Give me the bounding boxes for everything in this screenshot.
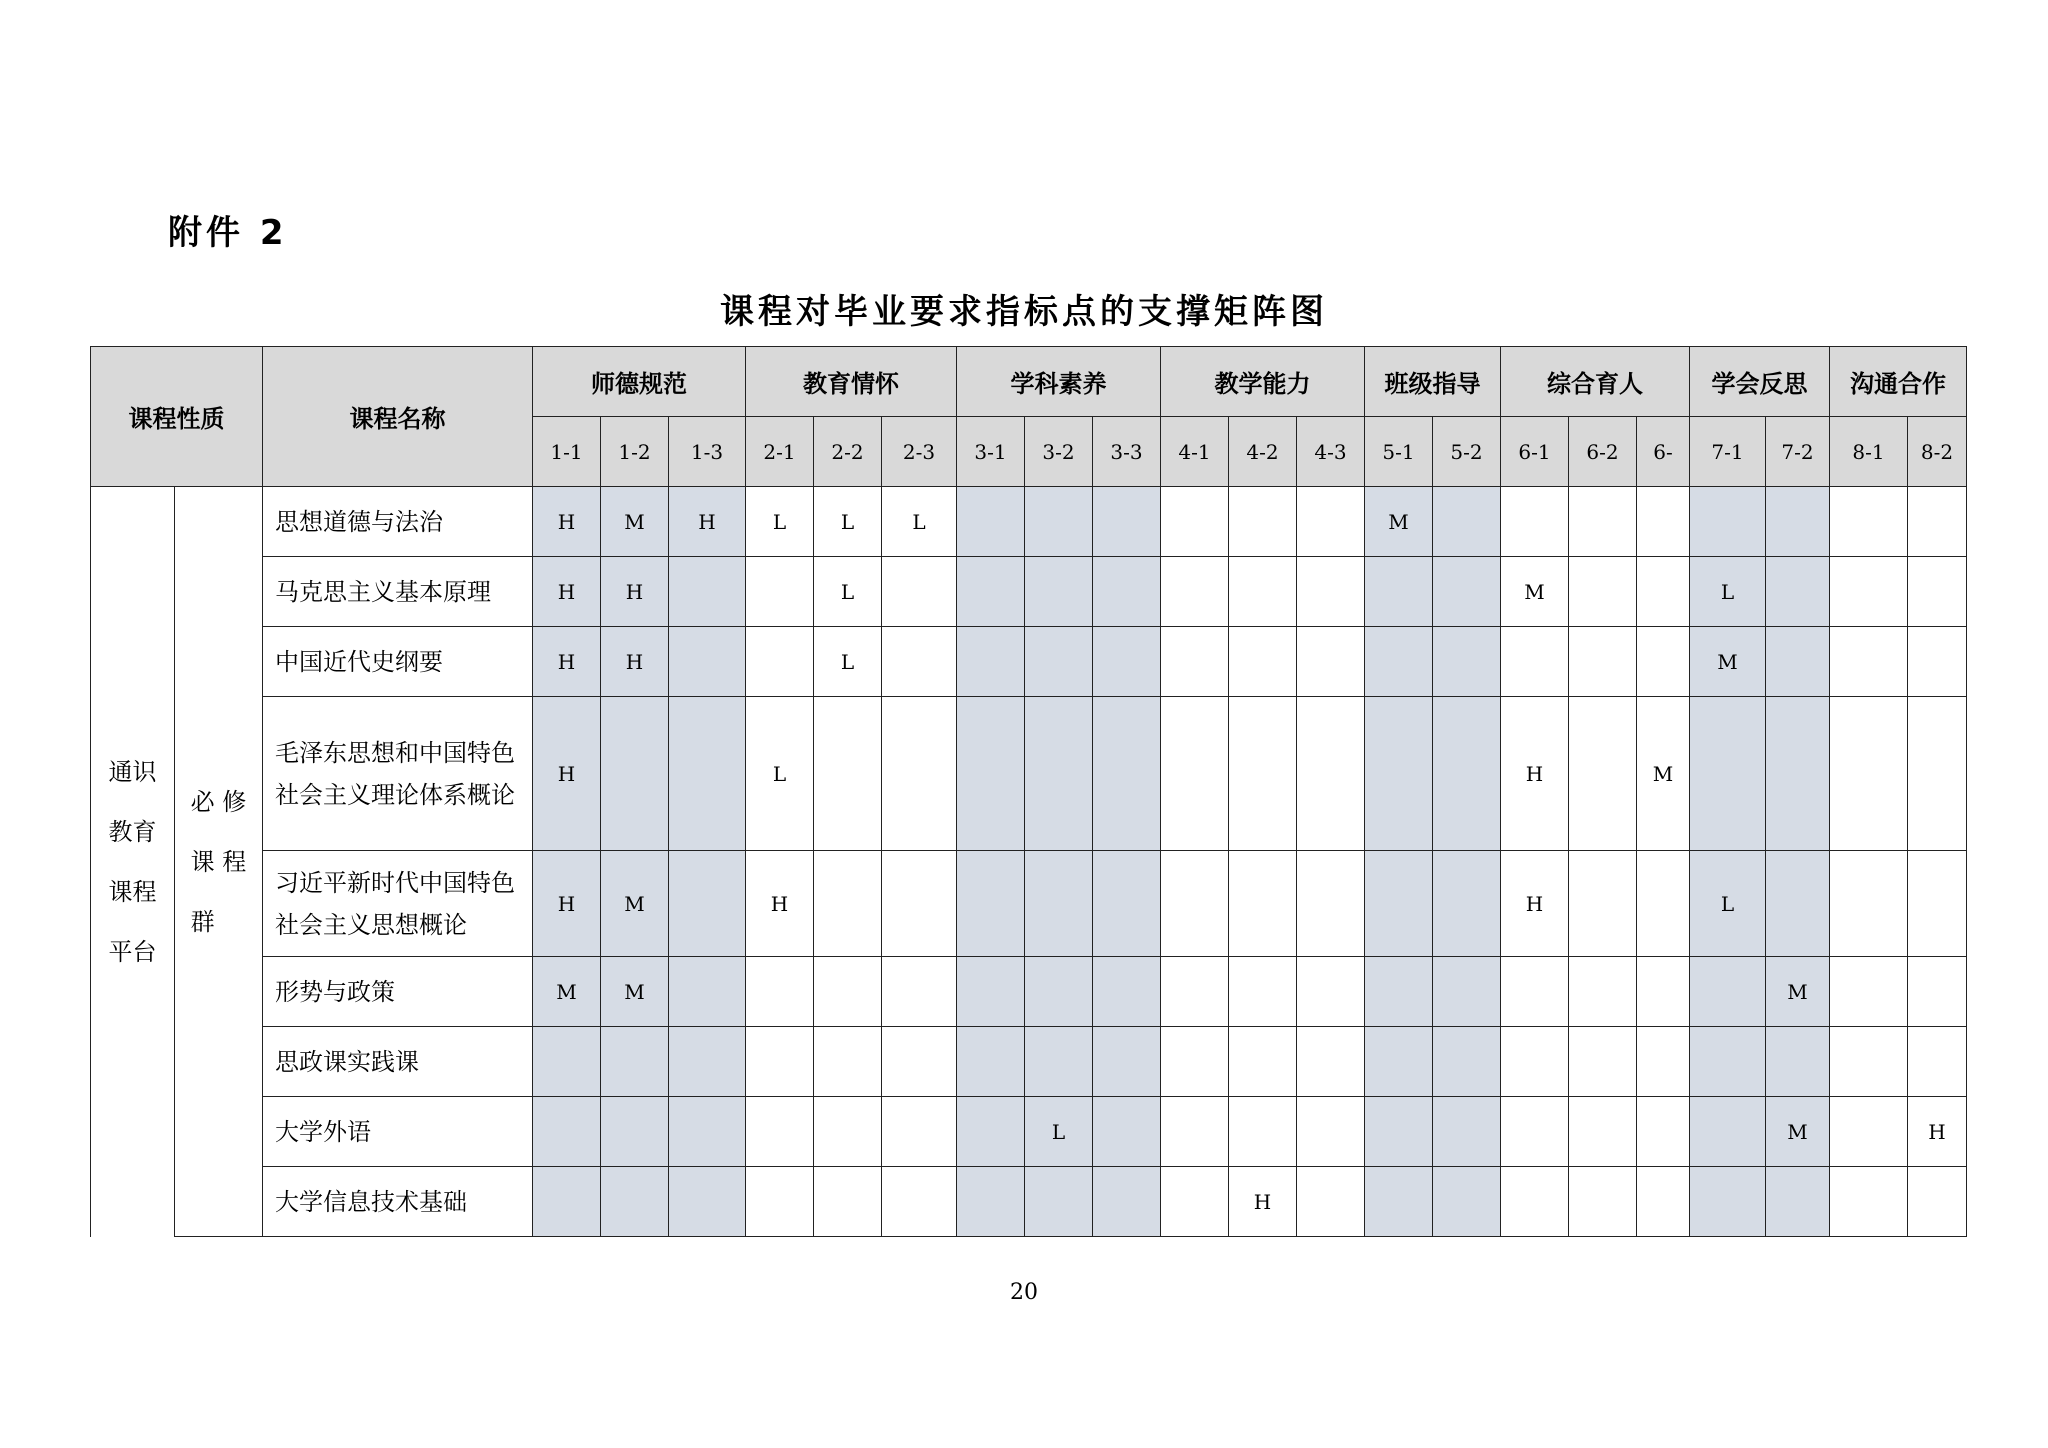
indicator-code: 1-2 — [601, 417, 669, 487]
support-level-cell — [814, 1097, 882, 1167]
support-level-cell — [1637, 627, 1690, 697]
table-row — [91, 627, 1967, 697]
support-level-cell — [957, 627, 1025, 697]
support-level-cell — [814, 1167, 882, 1237]
header-group: 师德规范 — [533, 347, 746, 417]
support-level-cell — [814, 1027, 882, 1097]
support-level-cell — [882, 1167, 957, 1237]
support-level-cell: M — [601, 487, 669, 557]
support-level-cell — [1766, 487, 1830, 557]
support-level-cell: L — [746, 487, 814, 557]
indicator-code: 6-1 — [1501, 417, 1569, 487]
header-group: 教学能力 — [1161, 347, 1365, 417]
support-level-cell — [1830, 627, 1908, 697]
support-level-cell — [1365, 1027, 1433, 1097]
support-level-cell — [1569, 697, 1637, 851]
category-text: 平台 — [108, 937, 157, 966]
subgroup-cell — [175, 487, 263, 1237]
support-level-cell — [1365, 697, 1433, 851]
support-level-cell — [601, 1027, 669, 1097]
indicator-code: 8-1 — [1830, 417, 1908, 487]
support-level-cell: M — [1365, 487, 1433, 557]
support-level-cell — [1690, 1027, 1766, 1097]
support-level-cell — [669, 557, 746, 627]
indicator-code: 3-3 — [1093, 417, 1161, 487]
support-level-cell — [1433, 957, 1501, 1027]
support-level-cell — [1830, 957, 1908, 1027]
support-level-cell: H — [1908, 1097, 1967, 1167]
course-name: 大学信息技术基础 — [263, 1167, 533, 1237]
support-level-cell — [1637, 1027, 1690, 1097]
course-name: 马克思主义基本原理 — [263, 557, 533, 627]
table-row — [91, 1167, 1967, 1237]
support-level-cell: M — [1766, 957, 1830, 1027]
support-level-cell: L — [882, 487, 957, 557]
support-level-cell: L — [814, 487, 882, 557]
indicator-code: 1-3 — [669, 417, 746, 487]
table-row — [91, 957, 1967, 1027]
support-level-cell — [1161, 557, 1229, 627]
support-level-cell — [882, 627, 957, 697]
support-level-cell — [1569, 557, 1637, 627]
support-level-cell — [1025, 487, 1093, 557]
support-level-cell — [1297, 851, 1365, 957]
support-level-cell — [1501, 627, 1569, 697]
support-level-cell — [1501, 1027, 1569, 1097]
support-level-cell — [1908, 1027, 1967, 1097]
support-level-cell — [669, 957, 746, 1027]
table-row — [91, 1097, 1967, 1167]
support-level-cell: L — [1025, 1097, 1093, 1167]
support-level-cell — [1161, 1167, 1229, 1237]
support-level-cell — [1025, 697, 1093, 851]
header-group: 教育情怀 — [746, 347, 957, 417]
support-level-cell — [601, 1167, 669, 1237]
support-level-cell — [669, 627, 746, 697]
support-level-cell — [957, 487, 1025, 557]
support-level-cell — [1297, 557, 1365, 627]
support-level-cell: M — [601, 957, 669, 1027]
course-name: 中国近代史纲要 — [263, 627, 533, 697]
support-level-cell — [1025, 1027, 1093, 1097]
support-level-cell — [1501, 957, 1569, 1027]
support-level-cell — [1365, 557, 1433, 627]
category-text: 通识 — [108, 757, 157, 786]
support-level-cell — [1297, 627, 1365, 697]
indicator-code: 2-1 — [746, 417, 814, 487]
support-level-cell — [1093, 487, 1161, 557]
support-level-cell: M — [533, 957, 601, 1027]
support-level-cell — [1433, 487, 1501, 557]
category-cell — [91, 487, 175, 1237]
support-level-cell — [957, 697, 1025, 851]
support-level-cell — [1830, 557, 1908, 627]
support-level-cell — [1433, 851, 1501, 957]
subgroup-text: 课 程 — [190, 847, 247, 876]
indicator-code: 6- — [1637, 417, 1690, 487]
support-level-cell — [601, 1097, 669, 1167]
support-level-cell — [1501, 487, 1569, 557]
support-level-cell — [1908, 697, 1967, 851]
support-level-cell — [882, 851, 957, 957]
support-level-cell — [1908, 851, 1967, 957]
support-level-cell — [814, 851, 882, 957]
support-level-cell: H — [1229, 1167, 1297, 1237]
support-level-cell — [1501, 1167, 1569, 1237]
indicator-code: 3-2 — [1025, 417, 1093, 487]
table-row — [91, 557, 1967, 627]
subgroup-text: 群 — [190, 907, 215, 936]
page-title: 课程对毕业要求指标点的支撑矩阵图 — [720, 292, 1328, 332]
support-level-cell — [669, 851, 746, 957]
support-level-cell — [1297, 487, 1365, 557]
support-level-cell: H — [533, 851, 601, 957]
indicator-code: 6-2 — [1569, 417, 1637, 487]
header-group: 学科素养 — [957, 347, 1161, 417]
support-level-cell: L — [814, 557, 882, 627]
page-number: 20 — [1010, 1280, 1038, 1305]
support-level-cell — [814, 957, 882, 1027]
support-level-cell — [957, 557, 1025, 627]
indicator-code: 5-2 — [1433, 417, 1501, 487]
support-level-cell — [669, 1027, 746, 1097]
support-level-cell — [1830, 1027, 1908, 1097]
support-level-cell — [1569, 851, 1637, 957]
support-level-cell — [1908, 957, 1967, 1027]
support-level-cell — [533, 1027, 601, 1097]
support-level-cell — [1093, 851, 1161, 957]
support-level-cell — [1229, 557, 1297, 627]
indicator-code: 5-1 — [1365, 417, 1433, 487]
indicator-code: 7-1 — [1690, 417, 1766, 487]
support-level-cell — [1025, 557, 1093, 627]
header-group: 综合育人 — [1501, 347, 1690, 417]
indicator-code: 4-2 — [1229, 417, 1297, 487]
category-text: 教育 — [108, 817, 157, 846]
support-level-cell — [1093, 557, 1161, 627]
table-row — [91, 851, 1967, 957]
support-level-cell — [1161, 1097, 1229, 1167]
indicator-code: 2-3 — [882, 417, 957, 487]
support-level-cell — [1025, 851, 1093, 957]
support-level-cell — [1229, 851, 1297, 957]
table-row — [91, 697, 1967, 851]
support-level-cell: M — [1766, 1097, 1830, 1167]
support-level-cell — [882, 1097, 957, 1167]
support-level-cell — [1569, 1097, 1637, 1167]
support-level-cell: H — [533, 487, 601, 557]
support-level-cell — [1433, 1027, 1501, 1097]
support-level-cell — [746, 627, 814, 697]
support-level-cell — [669, 697, 746, 851]
support-level-cell — [1690, 1097, 1766, 1167]
support-level-cell — [1161, 697, 1229, 851]
course-name: 思想道德与法治 — [263, 487, 533, 557]
support-level-cell — [669, 1097, 746, 1167]
support-level-cell — [1093, 1167, 1161, 1237]
support-level-cell — [1766, 697, 1830, 851]
support-level-cell — [746, 1027, 814, 1097]
support-level-cell — [1365, 851, 1433, 957]
support-level-cell: M — [1637, 697, 1690, 851]
support-level-cell: L — [1690, 557, 1766, 627]
support-level-cell — [1229, 697, 1297, 851]
course-name: 习近平新时代中国特色社会主义思想概论 — [263, 851, 533, 957]
support-level-cell — [1830, 851, 1908, 957]
course-name: 形势与政策 — [263, 957, 533, 1027]
support-level-cell — [882, 957, 957, 1027]
support-level-cell: H — [533, 557, 601, 627]
course-name: 大学外语 — [263, 1097, 533, 1167]
support-level-cell: H — [601, 557, 669, 627]
support-level-cell: M — [1690, 627, 1766, 697]
support-level-cell — [957, 1097, 1025, 1167]
support-level-cell — [1297, 957, 1365, 1027]
support-level-cell — [1830, 1167, 1908, 1237]
support-level-cell — [1766, 627, 1830, 697]
support-level-cell: H — [1501, 851, 1569, 957]
support-level-cell — [533, 1097, 601, 1167]
support-level-cell: M — [1501, 557, 1569, 627]
support-level-cell — [669, 1167, 746, 1237]
support-level-cell: H — [669, 487, 746, 557]
support-level-cell — [957, 1027, 1025, 1097]
support-level-cell — [1501, 1097, 1569, 1167]
support-level-cell — [1161, 851, 1229, 957]
support-level-cell — [1365, 1167, 1433, 1237]
support-level-cell — [1093, 1027, 1161, 1097]
support-level-cell — [1690, 957, 1766, 1027]
support-level-cell — [1766, 1167, 1830, 1237]
support-level-cell — [1569, 957, 1637, 1027]
support-level-cell — [1433, 1167, 1501, 1237]
support-level-cell — [1433, 1097, 1501, 1167]
support-level-cell — [1025, 957, 1093, 1027]
course-name: 思政课实践课 — [263, 1027, 533, 1097]
support-level-cell — [957, 851, 1025, 957]
header-group: 沟通合作 — [1830, 347, 1967, 417]
support-level-cell — [1093, 1097, 1161, 1167]
support-level-cell — [601, 697, 669, 851]
support-level-cell — [1433, 697, 1501, 851]
indicator-code: 1-1 — [533, 417, 601, 487]
support-level-cell — [1908, 557, 1967, 627]
support-level-cell — [1637, 1097, 1690, 1167]
indicator-code: 3-1 — [957, 417, 1025, 487]
support-level-cell — [1025, 627, 1093, 697]
support-level-cell — [1690, 1167, 1766, 1237]
support-level-cell — [746, 1097, 814, 1167]
header-group: 班级指导 — [1365, 347, 1501, 417]
support-level-cell — [1297, 1167, 1365, 1237]
support-level-cell — [882, 1027, 957, 1097]
subgroup-text: 必 修 — [190, 787, 247, 816]
support-level-cell — [814, 697, 882, 851]
support-level-cell — [1766, 851, 1830, 957]
support-level-cell — [1830, 487, 1908, 557]
support-level-cell: M — [601, 851, 669, 957]
support-level-cell — [882, 557, 957, 627]
support-level-cell — [1637, 487, 1690, 557]
indicator-code: 4-1 — [1161, 417, 1229, 487]
support-level-cell: H — [533, 697, 601, 851]
support-level-cell — [882, 697, 957, 851]
support-level-cell — [957, 957, 1025, 1027]
support-level-cell — [1297, 697, 1365, 851]
support-level-cell — [1569, 1167, 1637, 1237]
support-level-cell — [1908, 1167, 1967, 1237]
support-level-cell — [1025, 1167, 1093, 1237]
support-level-cell — [1830, 1097, 1908, 1167]
course-name: 毛泽东思想和中国特色社会主义理论体系概论 — [263, 697, 533, 851]
support-level-cell — [1830, 697, 1908, 851]
support-level-cell — [1569, 627, 1637, 697]
support-level-cell — [1908, 627, 1967, 697]
support-level-cell — [1229, 957, 1297, 1027]
support-level-cell: H — [533, 627, 601, 697]
header-course-name: 课程名称 — [263, 347, 533, 487]
support-level-cell: H — [1501, 697, 1569, 851]
support-level-cell — [746, 957, 814, 1027]
support-level-cell — [1433, 627, 1501, 697]
support-level-cell — [957, 1167, 1025, 1237]
indicator-code: 2-2 — [814, 417, 882, 487]
support-level-cell — [1690, 487, 1766, 557]
support-level-cell — [1766, 1027, 1830, 1097]
support-level-cell: L — [746, 697, 814, 851]
support-level-cell — [1229, 1027, 1297, 1097]
support-level-cell — [1093, 957, 1161, 1027]
support-level-cell — [1229, 487, 1297, 557]
support-level-cell — [1365, 1097, 1433, 1167]
support-level-cell — [1161, 1027, 1229, 1097]
support-level-cell: H — [601, 627, 669, 697]
support-level-cell — [1433, 557, 1501, 627]
support-level-cell: L — [814, 627, 882, 697]
support-level-cell — [1637, 557, 1690, 627]
support-level-cell — [1093, 627, 1161, 697]
indicator-code: 7-2 — [1766, 417, 1830, 487]
support-level-cell — [1161, 627, 1229, 697]
attachment-label: 附件 2 — [168, 213, 288, 253]
table-row — [91, 487, 1967, 557]
support-level-cell — [1229, 627, 1297, 697]
support-level-cell — [1161, 487, 1229, 557]
support-level-cell: L — [1690, 851, 1766, 957]
indicator-code: 8-2 — [1908, 417, 1967, 487]
support-level-cell — [1637, 957, 1690, 1027]
support-level-cell — [1161, 957, 1229, 1027]
table-row — [91, 1027, 1967, 1097]
support-level-cell — [746, 557, 814, 627]
support-level-cell — [1908, 487, 1967, 557]
support-level-cell — [1297, 1027, 1365, 1097]
support-level-cell — [1365, 627, 1433, 697]
support-level-cell — [746, 1167, 814, 1237]
support-level-cell — [1093, 697, 1161, 851]
support-level-cell — [1569, 1027, 1637, 1097]
support-level-cell — [533, 1167, 601, 1237]
support-level-cell — [1766, 557, 1830, 627]
indicator-code: 4-3 — [1297, 417, 1365, 487]
support-level-cell — [1637, 1167, 1690, 1237]
category-text: 课程 — [108, 877, 157, 906]
support-level-cell — [1365, 957, 1433, 1027]
header-group: 学会反思 — [1690, 347, 1830, 417]
support-level-cell — [1297, 1097, 1365, 1167]
support-level-cell — [1637, 851, 1690, 957]
header-course-nature: 课程性质 — [91, 347, 263, 487]
support-matrix-table — [90, 346, 1967, 1237]
support-level-cell — [1229, 1097, 1297, 1167]
support-level-cell: H — [746, 851, 814, 957]
support-level-cell — [1569, 487, 1637, 557]
support-level-cell — [1690, 697, 1766, 851]
